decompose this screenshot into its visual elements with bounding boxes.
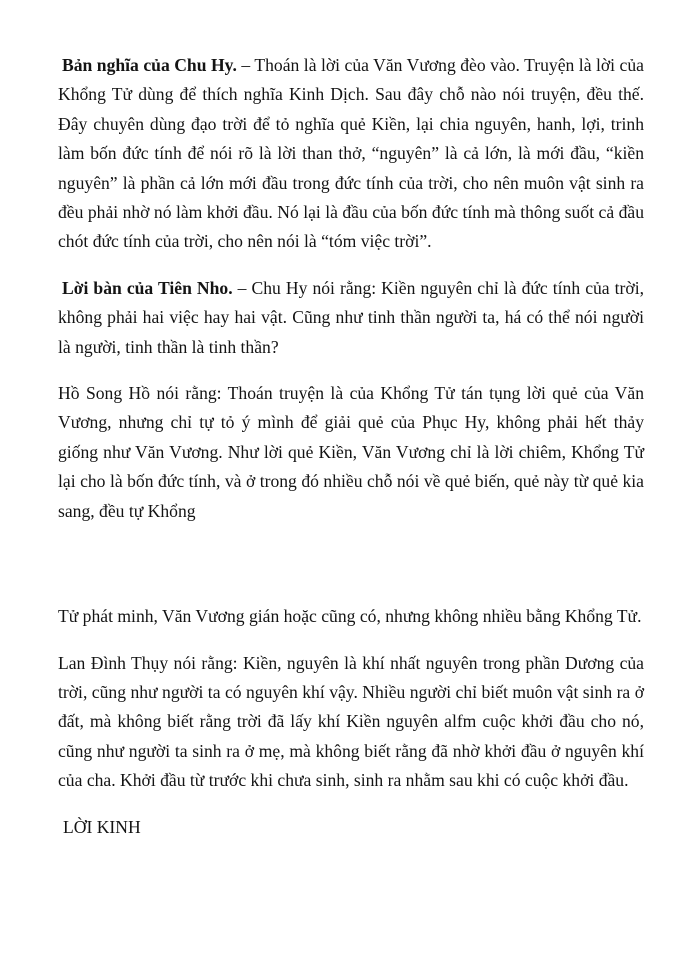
paragraph-ho-song-ho — [58, 379, 644, 526]
paragraph-body-ban-nghia-cua-chu-hy: – Thoán là lời của Văn Vương đèo vào. Truyện là lời của Khổng Tử dùng để thích nghĩa Kinh Dịch. Sau đây chỗ nào nói truyện, đều thế. Đây chuyên dùng đạo trời để tỏ nghĩa quẻ Kiền, lại chia nguyên, hanh, lợi, trinh làm bốn đức tính để nói rõ là lời than thở, “nguyên” là cả lớn, là mới đầu, “kiền nguyên” là phần cả lớn mới đầu trong đức tính của trời, cho nên muôn vật sinh ra đều phải nhờ nó làm khởi đầu. Nó lại là đầu của bốn đức tính mà thông suốt cả đầu chót đức tính của trời, cho nên nói là “tóm việc trời”. — [58, 55, 644, 252]
paragraph-body-tu-phat-minh: Tử phát minh, Văn Vương gián hoặc cũng có, nhưng không nhiều bằng Khổng Tử. — [58, 606, 642, 627]
paragraph-lead-label-ban-nghia-cua-chu-hy: Bản nghĩa của Chu Hy. — [62, 55, 237, 75]
paragraph-loi-ban-cua-tien-nho — [58, 274, 644, 362]
paragraph-ban-nghia-cua-chu-hy — [58, 51, 644, 257]
paragraph-body-lan-dinh-thuy: Lan Đình Thụy nói rằng: Kiền, nguyên là khí nhất nguyên trong phần Dương của trời, cũng như người ta có nguyên khí vậy. Nhiều người chỉ biết muôn vật sinh ra ở đất, mà không biết rằng trời đã lấy khí Kiền nguyên alfm cuộc khởi đầu cho nó, cũng như người ta sinh ra ở mẹ, mà không biết rằng đã nhờ khởi đầu ở nguyên khí của cha. Khởi đầu từ trước khi chưa sinh, sinh ra nhằm sau khi có cuộc khởi đầu. — [58, 652, 644, 791]
section-heading-loi-kinh: LỜI KINH — [63, 816, 141, 837]
paragraph-lead-label-loi-ban-cua-tien-nho: Lời bàn của Tiên Nho. — [62, 277, 233, 298]
paragraph-body-loi-ban-cua-tien-nho: – Chu Hy nói rằng: Kiền nguyên chỉ là đức tính của trời, không phải hai việc hay hai vật. Cũng như tinh thần người ta, há có thể nói người là người, tinh thần là tinh thần? — [58, 277, 645, 357]
paragraph-lan-dinh-thuy — [58, 649, 644, 796]
paragraph-body-ho-song-ho: Hồ Song Hồ nói rằng: Thoán truyện là của Khổng Tử tán tụng lời quẻ của Văn Vương, nhưng chỉ tự tỏ ý mình để giải quẻ của Phục Hy, không phải hết thảy giống như Văn Vương. Như lời quẻ Kiền, Văn Vương chỉ là lời chiêm, Khổng Tử lại cho là bốn đức tính, và ở trong đó nhiều chỗ nói về quẻ biến, quẻ này từ quẻ kia sang, đều tự Khổng — [58, 383, 644, 521]
paragraph-tu-phat-minh — [58, 602, 644, 631]
